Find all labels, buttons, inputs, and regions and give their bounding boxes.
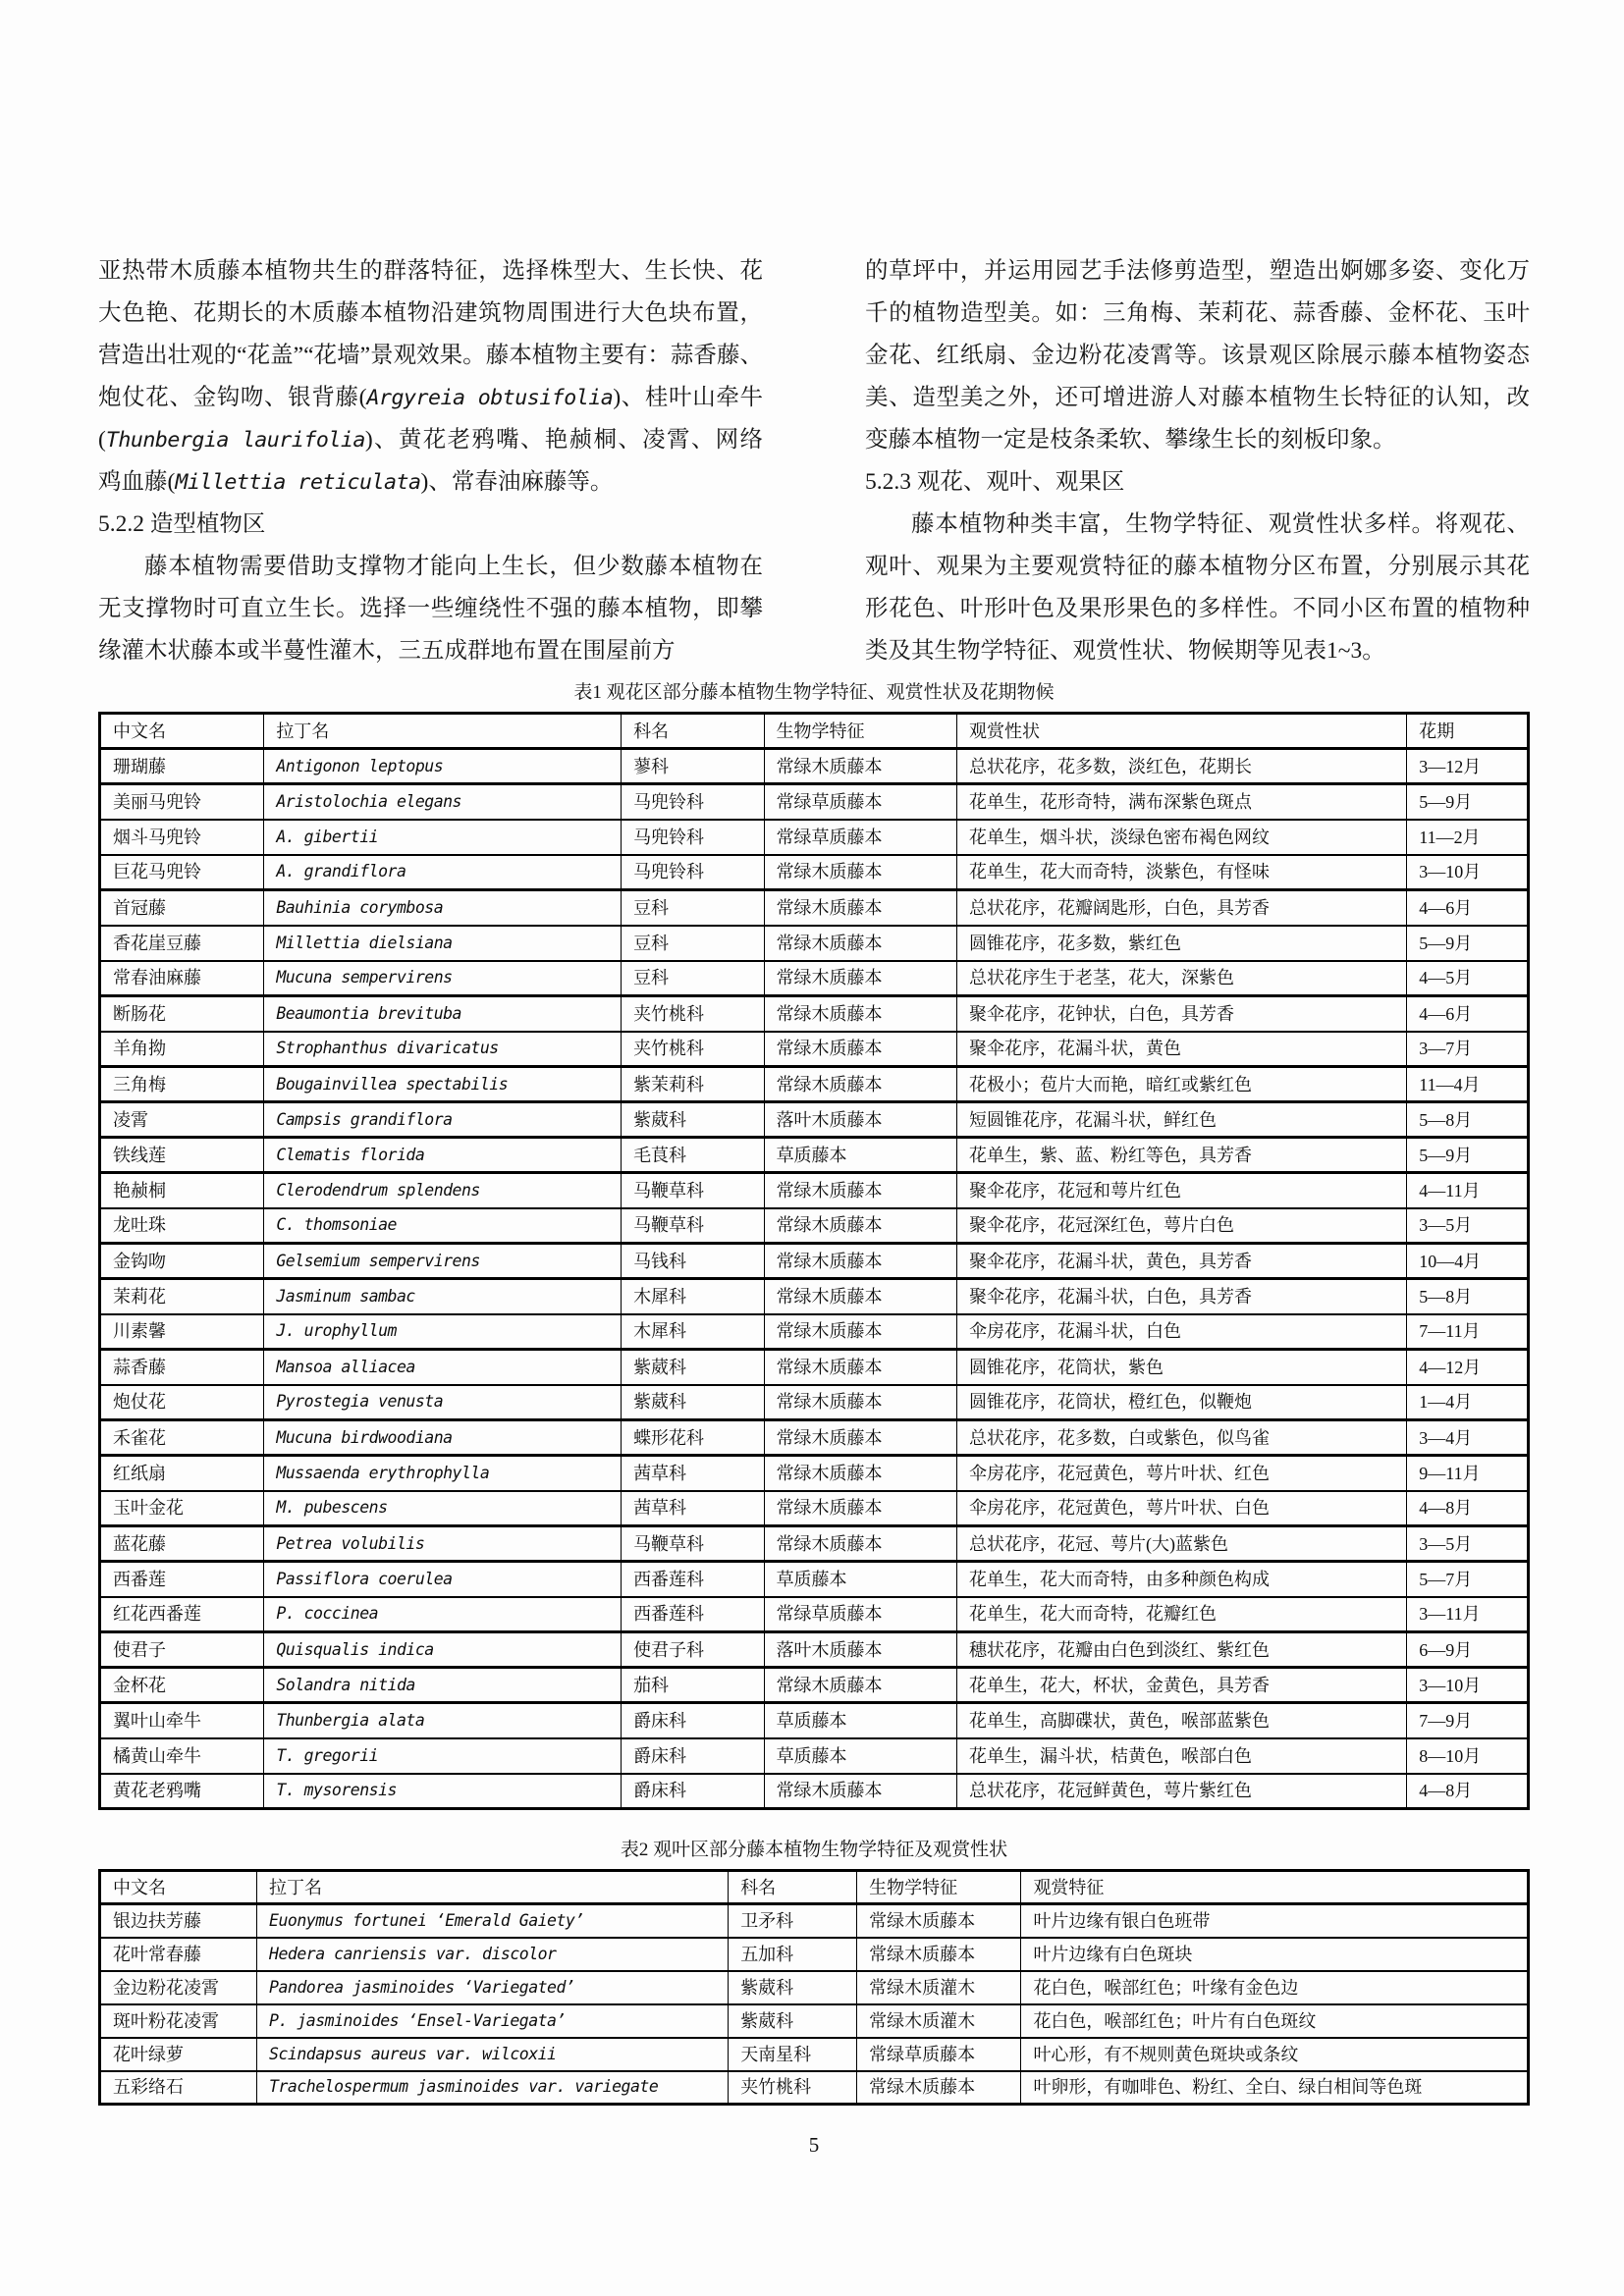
column-header: 科名 xyxy=(622,714,765,749)
table-cell: 红花西番莲 xyxy=(100,1597,264,1632)
table-cell: 西番莲科 xyxy=(622,1597,765,1632)
table-cell: 1—4月 xyxy=(1407,1385,1529,1420)
text-run: )、桂叶山牵牛( xyxy=(98,385,764,453)
table-cell: 羊角拗 xyxy=(100,1032,264,1067)
latin-name-cell: Campsis grandiflora xyxy=(264,1102,622,1138)
latin-name: Thunbergia laurifolia xyxy=(105,428,365,453)
table-cell: 3—11月 xyxy=(1407,1597,1529,1632)
table-row xyxy=(100,1904,1529,1938)
table-cell: 常绿木质藤本 xyxy=(764,1067,956,1102)
latin-name-cell: Pyrostegia venusta xyxy=(264,1385,622,1420)
table-cell: 3—10月 xyxy=(1407,1668,1529,1703)
table-cell: 三角梅 xyxy=(100,1067,264,1102)
table-cell: 金钩吻 xyxy=(100,1244,264,1279)
table-cell: 聚伞花序，花钟状，白色，具芳香 xyxy=(956,996,1406,1032)
latin-name-cell: Clerodendrum splendens xyxy=(264,1173,622,1208)
latin-name-cell: Bougainvillea spectabilis xyxy=(264,1067,622,1102)
table-cell: 紫葳科 xyxy=(729,1971,857,2004)
table-cell: 3—12月 xyxy=(1407,749,1529,784)
latin-name-cell: Bauhinia corymbosa xyxy=(264,890,622,926)
column-header: 中文名 xyxy=(100,1871,257,1904)
table-cell: 断肠花 xyxy=(100,996,264,1032)
table-cell: 黄花老鸦嘴 xyxy=(100,1774,264,1809)
table-cell: 草质藤本 xyxy=(764,1738,956,1774)
table-cell: 花叶绿萝 xyxy=(100,2038,257,2071)
latin-name-cell: Solandra nitida xyxy=(264,1668,622,1703)
column-header: 观赏特征 xyxy=(1021,1871,1529,1904)
table-cell: 紫茉莉科 xyxy=(622,1067,765,1102)
table-cell: 4—6月 xyxy=(1407,996,1529,1032)
table-cell: 花单生，花大而奇特，淡紫色，有怪味 xyxy=(956,855,1406,890)
table-cell: 常绿木质藤本 xyxy=(764,1668,956,1703)
table-cell: 常绿草质藤本 xyxy=(764,784,956,820)
table-cell: 短圆锥花序，花漏斗状，鲜红色 xyxy=(956,1102,1406,1138)
section-heading-5-2-3: 5.2.3 观花、观叶、观果区 xyxy=(865,469,1125,495)
table2-block xyxy=(98,1838,1530,2106)
table-cell: 总状花序，花冠鲜黄色，萼片紫红色 xyxy=(956,1774,1406,1809)
table-cell: 紫葳科 xyxy=(622,1385,765,1420)
table-row xyxy=(100,926,1529,961)
table-cell: 常绿草质藤本 xyxy=(764,1597,956,1632)
table-cell: 聚伞花序，花冠深红色，萼片白色 xyxy=(956,1208,1406,1244)
table-row xyxy=(100,1138,1529,1173)
table-row xyxy=(100,1456,1529,1491)
table-cell: 五彩络石 xyxy=(100,2071,257,2105)
table-cell: 3—5月 xyxy=(1407,1526,1529,1562)
table-row xyxy=(100,1067,1529,1102)
table-cell: 草质藤本 xyxy=(764,1138,956,1173)
table-cell: 4—5月 xyxy=(1407,961,1529,996)
latin-name-cell: T. mysorensis xyxy=(264,1774,622,1809)
table-row xyxy=(100,820,1529,855)
table-cell: 使君子科 xyxy=(622,1632,765,1668)
table-cell: 香花崖豆藤 xyxy=(100,926,264,961)
table-cell: 银边扶芳藤 xyxy=(100,1904,257,1938)
latin-name-cell: Jasminum sambac xyxy=(264,1279,622,1314)
table-cell: 天南星科 xyxy=(729,2038,857,2071)
left-column xyxy=(98,250,763,672)
table-cell: 6—9月 xyxy=(1407,1632,1529,1668)
latin-name-cell: Antigonon leptopus xyxy=(264,749,622,784)
table-cell: 聚伞花序，花漏斗状，白色，具芳香 xyxy=(956,1279,1406,1314)
table-cell: 铁线莲 xyxy=(100,1138,264,1173)
table-cell: 花单生，漏斗状，桔黄色，喉部白色 xyxy=(956,1738,1406,1774)
table-cell: 烟斗马兜铃 xyxy=(100,820,264,855)
table-cell: 常绿木质藤本 xyxy=(764,1244,956,1279)
table-cell: 西番莲 xyxy=(100,1562,264,1597)
table-cell: 五加科 xyxy=(729,1938,857,1971)
table-row xyxy=(100,1938,1529,1971)
table-cell: 常绿木质藤本 xyxy=(764,961,956,996)
table-cell: 使君子 xyxy=(100,1632,264,1668)
table-cell: 花单生，花大而奇特，由多种颜色构成 xyxy=(956,1562,1406,1597)
table-cell: 4—8月 xyxy=(1407,1774,1529,1809)
table-cell: 豆科 xyxy=(622,961,765,996)
table-row xyxy=(100,1562,1529,1597)
table-row xyxy=(100,855,1529,890)
column-header: 中文名 xyxy=(100,714,264,749)
table-row xyxy=(100,784,1529,820)
table-cell: 穗状花序，花瓣由白色到淡红、紫红色 xyxy=(956,1632,1406,1668)
table-cell: 首冠藤 xyxy=(100,890,264,926)
table-cell: 伞房花序，花冠黄色，萼片叶状、红色 xyxy=(956,1456,1406,1491)
table-cell: 艳赪桐 xyxy=(100,1173,264,1208)
table-row xyxy=(100,1491,1529,1526)
table-cell: 5—7月 xyxy=(1407,1562,1529,1597)
table-cell: 川素馨 xyxy=(100,1314,264,1350)
table-cell: 常绿木质灌木 xyxy=(857,1971,1021,2004)
latin-name-cell: Petrea volubilis xyxy=(264,1526,622,1562)
body-text xyxy=(98,250,1530,672)
table-row xyxy=(100,1244,1529,1279)
table-row xyxy=(100,1032,1529,1067)
latin-name-cell: Scindapsus aureus var. wilcoxii xyxy=(257,2038,729,2071)
table-cell: 4—6月 xyxy=(1407,890,1529,926)
table-cell: 炮仗花 xyxy=(100,1385,264,1420)
table-cell: 花单生，花大，杯状，金黄色，具芳香 xyxy=(956,1668,1406,1703)
table-cell: 5—9月 xyxy=(1407,784,1529,820)
table-cell: 常绿木质藤本 xyxy=(764,1032,956,1067)
latin-name-cell: Euonymus fortunei ‘Emerald Gaiety’ xyxy=(257,1904,729,1938)
table-row xyxy=(100,2004,1529,2038)
table-cell: 花单生，紫、蓝、粉红等色，具芳香 xyxy=(956,1138,1406,1173)
table-cell: 常春油麻藤 xyxy=(100,961,264,996)
table-cell: 常绿木质藤本 xyxy=(764,1350,956,1385)
table-cell: 爵床科 xyxy=(622,1703,765,1738)
table-cell: 常绿木质藤本 xyxy=(764,749,956,784)
table-cell: 翼叶山牵牛 xyxy=(100,1703,264,1738)
table-cell: 茄科 xyxy=(622,1668,765,1703)
table-cell: 7—9月 xyxy=(1407,1703,1529,1738)
latin-name-cell: Gelsemium sempervirens xyxy=(264,1244,622,1279)
table-cell: 马鞭草科 xyxy=(622,1173,765,1208)
table-row xyxy=(100,890,1529,926)
table-row xyxy=(100,1668,1529,1703)
table-row xyxy=(100,2071,1529,2105)
latin-name-cell: Mansoa alliacea xyxy=(264,1350,622,1385)
table-cell: 3—10月 xyxy=(1407,855,1529,890)
latin-name-cell: Millettia dielsiana xyxy=(264,926,622,961)
table-cell: 常绿草质藤本 xyxy=(764,820,956,855)
table-cell: 常绿木质藤本 xyxy=(764,1314,956,1350)
column-header: 生物学特征 xyxy=(764,714,956,749)
table-cell: 凌霄 xyxy=(100,1102,264,1138)
table-cell: 叶心形，有不规则黄色斑块或条纹 xyxy=(1021,2038,1529,2071)
table-cell: 蒜香藤 xyxy=(100,1350,264,1385)
table-cell: 玉叶金花 xyxy=(100,1491,264,1526)
latin-name-cell: Thunbergia alata xyxy=(264,1703,622,1738)
paragraph-zoning-description: 藤本植物种类丰富，生物学特征、观赏性状多样。将观花、观叶、观果为主要观赏特征的藤本植物分区布置，分别展示其花形花色、叶形叶色及果形果色的多样性。不同小区布置的植物种类及其生物学特征、观赏性状、物候期等见表1~3。 xyxy=(865,511,1530,664)
table-cell: 夹竹桃科 xyxy=(729,2071,857,2105)
table-cell: 紫葳科 xyxy=(622,1350,765,1385)
table-cell: 茜草科 xyxy=(622,1456,765,1491)
table-cell: 花叶常春藤 xyxy=(100,1938,257,1971)
latin-name-cell: Passiflora coerulea xyxy=(264,1562,622,1597)
latin-name-cell: Pandorea jasminoides ‘Variegated’ xyxy=(257,1971,729,2004)
header-row xyxy=(100,1871,1529,1904)
table1-title: 表1 观花区部分藤本植物生物学特征、观赏性状及花期物候 xyxy=(573,682,1055,703)
table-cell: 10—4月 xyxy=(1407,1244,1529,1279)
table-cell: 豆科 xyxy=(622,926,765,961)
table-row xyxy=(100,1703,1529,1738)
table-cell: 7—11月 xyxy=(1407,1314,1529,1350)
table-cell: 5—8月 xyxy=(1407,1279,1529,1314)
table-cell: 斑叶粉花凌霄 xyxy=(100,2004,257,2038)
table-cell: 5—9月 xyxy=(1407,926,1529,961)
table-row xyxy=(100,1632,1529,1668)
table-cell: 11—2月 xyxy=(1407,820,1529,855)
table-cell: 总状花序生于老茎，花大，深紫色 xyxy=(956,961,1406,996)
latin-name-cell: Clematis florida xyxy=(264,1138,622,1173)
table-cell: 马兜铃科 xyxy=(622,855,765,890)
table-cell: 茉莉花 xyxy=(100,1279,264,1314)
latin-name-cell: T. gregorii xyxy=(264,1738,622,1774)
table-cell: 卫矛科 xyxy=(729,1904,857,1938)
table-cell: 叶卵形，有咖啡色、粉红、全白、绿白相间等色斑 xyxy=(1021,2071,1529,2105)
table-cell: 总状花序，花冠、萼片(大)蓝紫色 xyxy=(956,1526,1406,1562)
table-cell: 花单生，花大而奇特，花瓣红色 xyxy=(956,1597,1406,1632)
column-header: 拉丁名 xyxy=(257,1871,729,1904)
table-cell: 花单生，高脚碟状，黄色，喉部蓝紫色 xyxy=(956,1703,1406,1738)
paragraph-modelling-plants: 藤本植物需要借助支撑物才能向上生长，但少数藤本植物在无支撑物时可直立生长。选择一些缠绕性不强的藤本植物，即攀缘灌木状藤本或半蔓性灌木，三五成群地布置在围屋前方 xyxy=(98,554,763,664)
table-cell: 叶片边缘有白色斑块 xyxy=(1021,1938,1529,1971)
table-cell: 花白色，喉部红色；叶片有白色斑纹 xyxy=(1021,2004,1529,2038)
table-cell: 常绿木质藤本 xyxy=(857,1904,1021,1938)
table-cell: 4—12月 xyxy=(1407,1350,1529,1385)
latin-name-cell: P. jasminoides ‘Ensel-Variegata’ xyxy=(257,2004,729,2038)
table-cell: 3—5月 xyxy=(1407,1208,1529,1244)
table-cell: 3—4月 xyxy=(1407,1420,1529,1456)
table-cell: 花白色，喉部红色；叶缘有金色边 xyxy=(1021,1971,1529,2004)
text-run: )、黄花老鸦嘴、艳赪桐、凌霄、网络鸡血藤( xyxy=(98,427,763,495)
table-cell: 草质藤本 xyxy=(764,1562,956,1597)
table-row xyxy=(100,1102,1529,1138)
latin-name-cell: Mucuna birdwoodiana xyxy=(264,1420,622,1456)
table-cell: 常绿木质藤本 xyxy=(764,1456,956,1491)
table-cell: 常绿木质藤本 xyxy=(764,1279,956,1314)
table-cell: 蓼科 xyxy=(622,749,765,784)
foliage-area-table xyxy=(98,1869,1530,2106)
table-row xyxy=(100,1173,1529,1208)
table-cell: 伞房花序，花冠黄色，萼片叶状、白色 xyxy=(956,1491,1406,1526)
table-cell: 美丽马兜铃 xyxy=(100,784,264,820)
table-cell: 圆锥花序，花多数，紫红色 xyxy=(956,926,1406,961)
table-cell: 常绿木质藤本 xyxy=(857,1938,1021,1971)
table-cell: 西番莲科 xyxy=(622,1562,765,1597)
flowering-area-table xyxy=(98,712,1530,1810)
table-cell: 聚伞花序，花漏斗状，黄色 xyxy=(956,1032,1406,1067)
table-cell: 圆锥花序，花筒状，紫色 xyxy=(956,1350,1406,1385)
table-cell: 常绿木质藤本 xyxy=(764,1526,956,1562)
table-cell: 橘黄山牵牛 xyxy=(100,1738,264,1774)
table-cell: 常绿木质藤本 xyxy=(764,855,956,890)
paragraph-community-features xyxy=(98,250,763,504)
latin-name-cell: M. pubescens xyxy=(264,1491,622,1526)
table-cell: 聚伞花序，花冠和萼片红色 xyxy=(956,1173,1406,1208)
table-cell: 禾雀花 xyxy=(100,1420,264,1456)
table-row xyxy=(100,1208,1529,1244)
table-cell: 圆锥花序，花筒状，橙红色，似鞭炮 xyxy=(956,1385,1406,1420)
latin-name-cell: Trachelospermum jasminoides var. variegate xyxy=(257,2071,729,2105)
latin-name-cell: Mussaenda erythrophylla xyxy=(264,1456,622,1491)
table-cell: 珊瑚藤 xyxy=(100,749,264,784)
latin-name: Argyreia obtusifolia xyxy=(366,386,614,410)
table-cell: 3—7月 xyxy=(1407,1032,1529,1067)
table-cell: 聚伞花序，花漏斗状，黄色，具芳香 xyxy=(956,1244,1406,1279)
table-cell: 11—4月 xyxy=(1407,1067,1529,1102)
table-row xyxy=(100,2038,1529,2071)
table-row xyxy=(100,1279,1529,1314)
table-cell: 落叶木质藤本 xyxy=(764,1102,956,1138)
table-cell: 马鞭草科 xyxy=(622,1526,765,1562)
table-cell: 毛茛科 xyxy=(622,1138,765,1173)
latin-name-cell: Strophanthus divaricatus xyxy=(264,1032,622,1067)
table-cell: 马兜铃科 xyxy=(622,820,765,855)
table-cell: 夹竹桃科 xyxy=(622,1032,765,1067)
table-cell: 龙吐珠 xyxy=(100,1208,264,1244)
table-cell: 草质藤本 xyxy=(764,1703,956,1738)
text-run: 亚热带木质藤本植物共生的群落特征，选择株型大、生长快、花大色艳、花期长的木质藤本植物沿建筑物周围进行大色块布置，营造出壮观的“花盖”“花墙”景观效果。藤本植物主要有：蒜香藤、炮仗花、金钩吻、银背藤( xyxy=(98,258,763,410)
table-cell: 总状花序，花多数，淡红色，花期长 xyxy=(956,749,1406,784)
table-cell: 常绿木质藤本 xyxy=(764,1208,956,1244)
table-cell: 常绿木质灌木 xyxy=(857,2004,1021,2038)
table-cell: 爵床科 xyxy=(622,1738,765,1774)
column-header: 生物学特征 xyxy=(857,1871,1021,1904)
latin-name-cell: A. gibertii xyxy=(264,820,622,855)
latin-name-cell: J. urophyllum xyxy=(264,1314,622,1350)
table-cell: 马钱科 xyxy=(622,1244,765,1279)
table-cell: 伞房花序，花漏斗状，白色 xyxy=(956,1314,1406,1350)
table-row xyxy=(100,996,1529,1032)
section-heading-5-2-2: 5.2.2 造型植物区 xyxy=(98,511,266,537)
table-row xyxy=(100,749,1529,784)
table2-title: 表2 观叶区部分藤本植物生物学特征及观赏性状 xyxy=(620,1840,1008,1860)
table-cell: 8—10月 xyxy=(1407,1738,1529,1774)
table-cell: 叶片边缘有银白色班带 xyxy=(1021,1904,1529,1938)
table-cell: 紫葳科 xyxy=(622,1102,765,1138)
table-cell: 常绿草质藤本 xyxy=(857,2038,1021,2071)
table-cell: 总状花序，花瓣阔匙形，白色，具芳香 xyxy=(956,890,1406,926)
table-cell: 茜草科 xyxy=(622,1491,765,1526)
table-cell: 豆科 xyxy=(622,890,765,926)
text-run: )、常春油麻藤等。 xyxy=(420,469,614,495)
table-cell: 落叶木质藤本 xyxy=(764,1632,956,1668)
latin-name-cell: P. coccinea xyxy=(264,1597,622,1632)
latin-name-cell: Hedera canriensis var. discolor xyxy=(257,1938,729,1971)
latin-name-cell: A. grandiflora xyxy=(264,855,622,890)
table-row xyxy=(100,1597,1529,1632)
table-row xyxy=(100,1774,1529,1809)
table-cell: 花单生，花形奇特，满布深紫色斑点 xyxy=(956,784,1406,820)
table-row xyxy=(100,1314,1529,1350)
latin-name: Millettia reticulata xyxy=(175,470,421,495)
table-row xyxy=(100,1350,1529,1385)
table-cell: 红纸扇 xyxy=(100,1456,264,1491)
table-row xyxy=(100,1526,1529,1562)
column-header: 科名 xyxy=(729,1871,857,1904)
table-cell: 爵床科 xyxy=(622,1774,765,1809)
table-cell: 花极小；苞片大而艳，暗红或紫红色 xyxy=(956,1067,1406,1102)
header-row xyxy=(100,714,1529,749)
table-cell: 马鞭草科 xyxy=(622,1208,765,1244)
table-cell: 4—11月 xyxy=(1407,1173,1529,1208)
latin-name-cell: Beaumontia brevituba xyxy=(264,996,622,1032)
table-row xyxy=(100,961,1529,996)
table-cell: 常绿木质藤本 xyxy=(764,1420,956,1456)
table-cell: 花单生，烟斗状，淡绿色密布褐色网纹 xyxy=(956,820,1406,855)
latin-name-cell: Mucuna sempervirens xyxy=(264,961,622,996)
page-number: 5 xyxy=(808,2133,820,2157)
table-cell: 常绿木质藤本 xyxy=(764,926,956,961)
column-header: 观赏性状 xyxy=(956,714,1406,749)
table-cell: 5—8月 xyxy=(1407,1102,1529,1138)
table-row xyxy=(100,1385,1529,1420)
table-cell: 巨花马兜铃 xyxy=(100,855,264,890)
table-cell: 常绿木质藤本 xyxy=(764,996,956,1032)
table-cell: 木犀科 xyxy=(622,1279,765,1314)
table-cell: 常绿木质藤本 xyxy=(764,1491,956,1526)
latin-name-cell: Quisqualis indica xyxy=(264,1632,622,1668)
paragraph-lawn-topiary: 的草坪中，并运用园艺手法修剪造型，塑造出婀娜多姿、变化万千的植物造型美。如：三角梅、茉莉花、蒜香藤、金杯花、玉叶金花、红纸扇、金边粉花凌霄等。该景观区除展示藤本植物姿态美、造型美之外，还可增进游人对藤本植物生长特征的认知，改变藤本植物一定是枝条柔软、攀缘生长的刻板印象。 xyxy=(865,258,1530,453)
table-row xyxy=(100,1420,1529,1456)
table-cell: 常绿木质藤本 xyxy=(764,1173,956,1208)
table-cell: 马兜铃科 xyxy=(622,784,765,820)
table-cell: 9—11月 xyxy=(1407,1456,1529,1491)
right-column xyxy=(865,250,1530,672)
table-cell: 紫葳科 xyxy=(729,2004,857,2038)
table-row xyxy=(100,1738,1529,1774)
table-cell: 总状花序，花多数，白或紫色，似鸟雀 xyxy=(956,1420,1406,1456)
latin-name-cell: Aristolochia elegans xyxy=(264,784,622,820)
table-cell: 蓝花藤 xyxy=(100,1526,264,1562)
latin-name-cell: C. thomsoniae xyxy=(264,1208,622,1244)
table-cell: 4—8月 xyxy=(1407,1491,1529,1526)
table-cell: 常绿木质藤本 xyxy=(764,1774,956,1809)
table-cell: 5—9月 xyxy=(1407,1138,1529,1173)
table-cell: 蝶形花科 xyxy=(622,1420,765,1456)
table-cell: 常绿木质藤本 xyxy=(857,2071,1021,2105)
table-cell: 金边粉花凌霄 xyxy=(100,1971,257,2004)
table-cell: 木犀科 xyxy=(622,1314,765,1350)
table-row xyxy=(100,1971,1529,2004)
table-cell: 夹竹桃科 xyxy=(622,996,765,1032)
table-cell: 金杯花 xyxy=(100,1668,264,1703)
table-cell: 常绿木质藤本 xyxy=(764,890,956,926)
column-header: 花期 xyxy=(1407,714,1529,749)
column-header: 拉丁名 xyxy=(264,714,622,749)
table1-block xyxy=(98,680,1530,1810)
table-cell: 常绿木质藤本 xyxy=(764,1385,956,1420)
